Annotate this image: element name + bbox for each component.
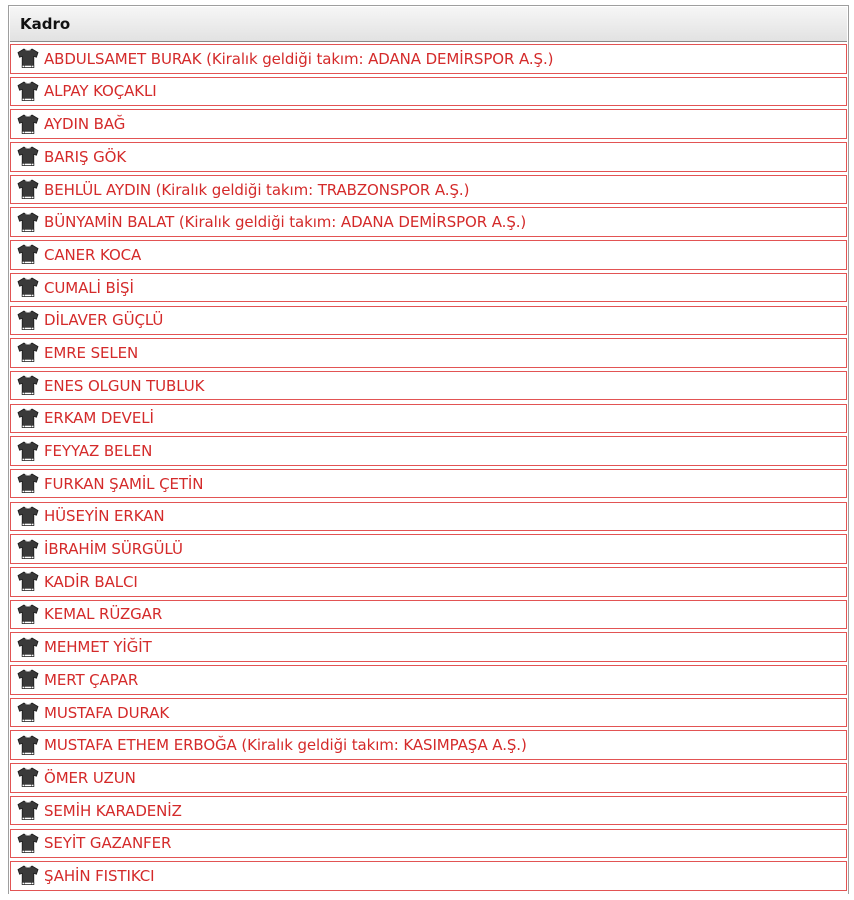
tshirt-icon xyxy=(17,48,39,69)
tshirt-icon xyxy=(17,310,39,331)
player-row[interactable] xyxy=(10,273,847,303)
player-name[interactable]: FURKAN ŞAMİL ÇETİN xyxy=(44,474,204,493)
panel-header xyxy=(10,7,847,42)
tshirt-icon xyxy=(17,179,39,200)
player-row[interactable] xyxy=(10,534,847,564)
player-name[interactable]: ENES OLGUN TUBLUK xyxy=(44,376,205,395)
player-name[interactable]: AYDIN BAĞ xyxy=(44,115,126,134)
player-name[interactable]: CUMALİ BİŞİ xyxy=(44,278,134,297)
player-name[interactable]: İBRAHİM SÜRGÜLÜ xyxy=(44,540,183,559)
player-name[interactable]: BÜNYAMİN BALAT (Kiralık geldiği takım: ADANA DEMİRSPOR A.Ş.) xyxy=(44,213,527,232)
player-name[interactable]: ALPAY KOÇAKLI xyxy=(44,82,157,101)
player-row[interactable] xyxy=(10,436,847,466)
player-row[interactable] xyxy=(10,240,847,270)
tshirt-icon xyxy=(17,441,39,462)
tshirt-icon xyxy=(17,800,39,821)
player-row[interactable] xyxy=(10,665,847,695)
tshirt-icon xyxy=(17,637,39,658)
player-name[interactable]: SEMİH KARADENİZ xyxy=(44,801,182,820)
player-name[interactable]: DİLAVER GÜÇLÜ xyxy=(44,311,164,330)
tshirt-icon xyxy=(17,767,39,788)
tshirt-icon xyxy=(17,735,39,756)
tshirt-icon xyxy=(17,604,39,625)
tshirt-icon xyxy=(17,506,39,527)
player-row[interactable] xyxy=(10,44,847,74)
player-row[interactable] xyxy=(10,306,847,336)
player-row[interactable] xyxy=(10,861,847,891)
player-row[interactable] xyxy=(10,763,847,793)
player-row[interactable] xyxy=(10,175,847,205)
panel-title: Kadro xyxy=(20,15,71,33)
tshirt-icon xyxy=(17,408,39,429)
player-row[interactable] xyxy=(10,502,847,532)
player-row[interactable] xyxy=(10,698,847,728)
player-name[interactable]: FEYYAZ BELEN xyxy=(44,442,153,460)
player-name[interactable]: HÜSEYİN ERKAN xyxy=(44,507,165,526)
player-row[interactable] xyxy=(10,829,847,859)
player-row[interactable] xyxy=(10,109,847,139)
player-row[interactable] xyxy=(10,142,847,172)
player-row[interactable] xyxy=(10,77,847,107)
tshirt-icon xyxy=(17,375,39,396)
player-row[interactable] xyxy=(10,796,847,826)
player-name[interactable]: CANER KOCA xyxy=(44,245,142,264)
player-name[interactable]: BEHLÜL AYDIN (Kiralık geldiği takım: TRABZONSPOR A.Ş.) xyxy=(44,180,470,199)
tshirt-icon xyxy=(17,81,39,102)
squad-panel xyxy=(8,5,849,894)
tshirt-icon xyxy=(17,244,39,265)
player-name[interactable]: ABDULSAMET BURAK (Kiralık geldiği takım: ADANA DEMİRSPOR A.Ş.) xyxy=(44,49,554,68)
tshirt-icon xyxy=(17,212,39,233)
player-name[interactable]: SEYİT GAZANFER xyxy=(44,834,172,853)
tshirt-icon xyxy=(17,833,39,854)
tshirt-icon xyxy=(17,114,39,135)
player-name[interactable]: MERT ÇAPAR xyxy=(44,670,139,689)
player-name[interactable]: ÖMER UZUN xyxy=(44,768,136,787)
player-name[interactable]: BARIŞ GÖK xyxy=(44,147,127,166)
player-name[interactable]: MUSTAFA DURAK xyxy=(44,703,170,722)
player-row[interactable] xyxy=(10,632,847,662)
tshirt-icon xyxy=(17,277,39,298)
player-row[interactable] xyxy=(10,338,847,368)
player-name[interactable]: KEMAL RÜZGAR xyxy=(44,605,163,624)
tshirt-icon xyxy=(17,669,39,690)
player-name[interactable]: KADİR BALCI xyxy=(44,572,138,591)
tshirt-icon xyxy=(17,865,39,886)
player-row[interactable] xyxy=(10,371,847,401)
tshirt-icon xyxy=(17,473,39,494)
player-row[interactable] xyxy=(10,600,847,630)
player-name[interactable]: EMRE SELEN xyxy=(44,343,139,362)
player-row[interactable] xyxy=(10,730,847,760)
tshirt-icon xyxy=(17,702,39,723)
player-list xyxy=(9,42,848,891)
player-row[interactable] xyxy=(10,469,847,499)
player-row[interactable] xyxy=(10,404,847,434)
player-row[interactable] xyxy=(10,567,847,597)
tshirt-icon xyxy=(17,539,39,560)
tshirt-icon xyxy=(17,571,39,592)
tshirt-icon xyxy=(17,146,39,167)
player-row[interactable] xyxy=(10,207,847,237)
player-name[interactable]: MUSTAFA ETHEM ERBOĞA (Kiralık geldiği takım: KASIMPAŞA A.Ş.) xyxy=(44,736,527,755)
tshirt-icon xyxy=(17,342,39,363)
player-name[interactable]: ERKAM DEVELİ xyxy=(44,409,154,428)
player-name[interactable]: MEHMET YİĞİT xyxy=(44,638,152,657)
player-name[interactable]: ŞAHİN FISTIKCI xyxy=(44,866,155,885)
